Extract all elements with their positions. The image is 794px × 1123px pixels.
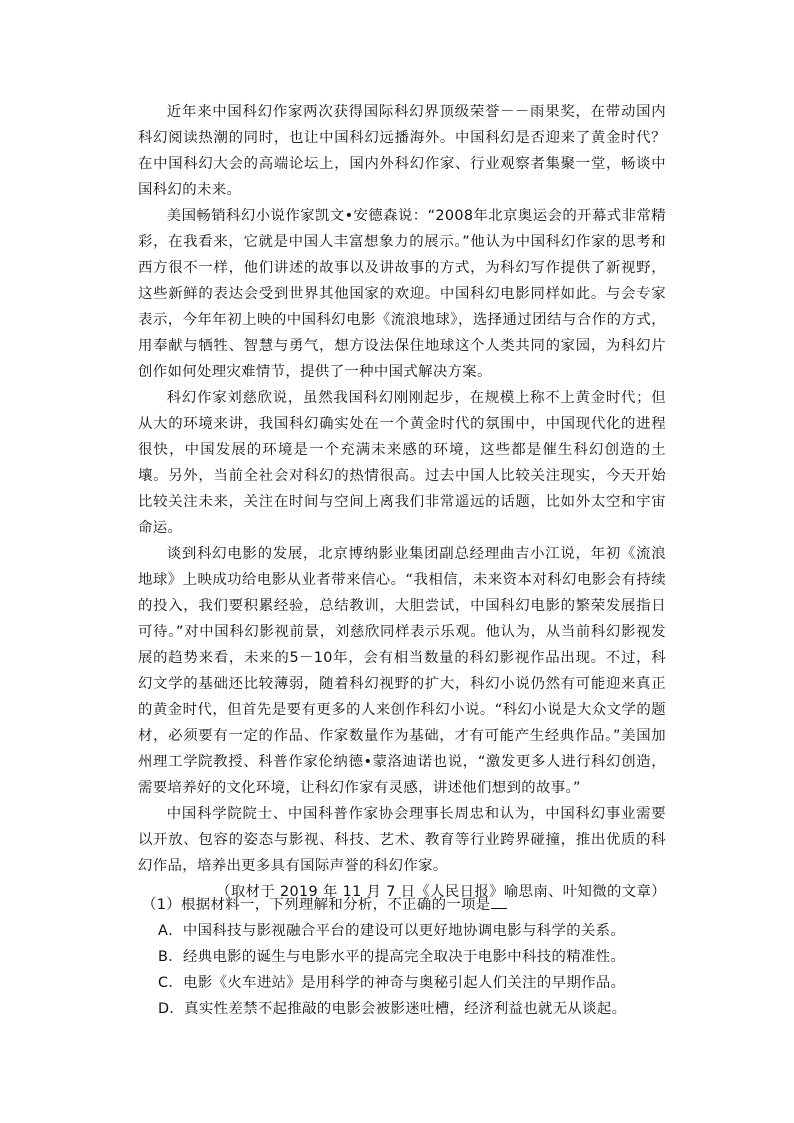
question-stem (142, 892, 666, 918)
paragraph-4: 谈到科幻电影的发展，北京博纳影业集团副总经理曲吉小江说，年初《流浪地球》上映成功给电影从业者带来信心。“我相信，未来资本对科幻电影会有持续的投入，我们要积累经验，总结教训，大胆尝试，中国科幻电影的繁荣发展指日可待。”对中国科幻影视前景，刘慈欣同样表示乐观。他认为，从当前科幻影视发展的趋势来看，未来的5－10年，会有相当数量的科幻影视作品出现。不过，科幻文学的基础还比较薄弱，随着科幻视野的扩大，科幻小说仍然有可能迎来真正的黄金时代，但首先是要有更多的人来创作科幻小说。“科幻小说是大众文学的题材，必须要有一定的作品、作家数量作为基础，才有可能产生经典作品。”美国加州理工学院教授、科普作家伦纳德•蒙洛迪诺也说，“激发更多人进行科幻创造，需要培养好的文化环境，让科幻作家有灵感，讲述他们想到的故事。” (138, 546, 666, 796)
paragraph-2: 美国畅销科幻小说作家凯文•安德森说：“2008年北京奥运会的开幕式非常精彩，在我看来，它就是中国人丰富想象力的展示。”他认为中国科幻作家的思考和西方很不一样，他们讲述的故事以及讲故事的方式，为科幻写作提供了新视野，这些新鲜的表达会受到世界其他国家的欢迎。中国科幻电影同样如此。与会专家表示，今年年初上映的中国科幻电影《流浪地球》，选择通过团结与合作的方式，用奉献与牺牲、智慧与勇气，想方设法保住地球这个人类共同的家园，为科幻片创作如何处理灾难情节，提供了一种中国式解决方案。 (138, 208, 666, 380)
paragraph-1: 近年来中国科幻作家两次获得国际科幻界顶级荣誉－－雨果奖，在带动国内科幻阅读热潮的同时，也让中国科幻远播海外。中国科幻是否迎来了黄金时代？在中国科幻大会的高端论坛上，国内外科幻作家、行业观察者集聚一堂，畅谈中国科幻的未来。 (138, 104, 666, 198)
question-stem-text: （1）根据材料一，下列理解和分析，不正确的一项是 (142, 897, 491, 913)
option-d: D．真实性差禁不起推敲的电影会被影迷吐槽，经济利益也就无从谈起。 (158, 1001, 627, 1017)
option-b: B．经典电影的诞生与电影水平的提高完全取决于电影中科技的精准性。 (158, 949, 626, 965)
paragraph-5: 中国科学院院士、中国科普作家协会理事长周忠和认为，中国科幻事业需要以开放、包容的姿态与影视、科技、艺术、教育等行业跨界碰撞，推出优质的科幻作品，培养出更多具有国际声誉的科幻作家。 (138, 806, 666, 874)
question-block (142, 892, 666, 1022)
option-c: C．电影《火车进站》是用科学的神奇与奥秘引起人们关注的早期作品。 (158, 975, 626, 991)
source-citation: （取材于 2019 年 11 月 7 日《人民日报》喻思南、叶知微的文章） (216, 884, 666, 900)
paragraph-3: 科幻作家刘慈欣说，虽然我国科幻刚刚起步，在规模上称不上黄金时代；但从大的环境来讲，我国科幻确实处在一个黄金时代的氛围中，中国现代化的进程很快，中国发展的环境是一个充满未来感的环境，这些都是催生科幻创造的土壤。另外，当前全社会对科幻的热情很高。过去中国人比较关注现实，今天开始比较关注未来，关注在时间与空间上离我们非常遥远的话题，比如外太空和宇宙命运。 (138, 390, 666, 536)
article-body (138, 99, 666, 905)
option-a: A．中国科技与影视融合平台的建设可以更好地协调电影与科学的关系。 (158, 923, 626, 939)
answer-blank (491, 894, 507, 909)
